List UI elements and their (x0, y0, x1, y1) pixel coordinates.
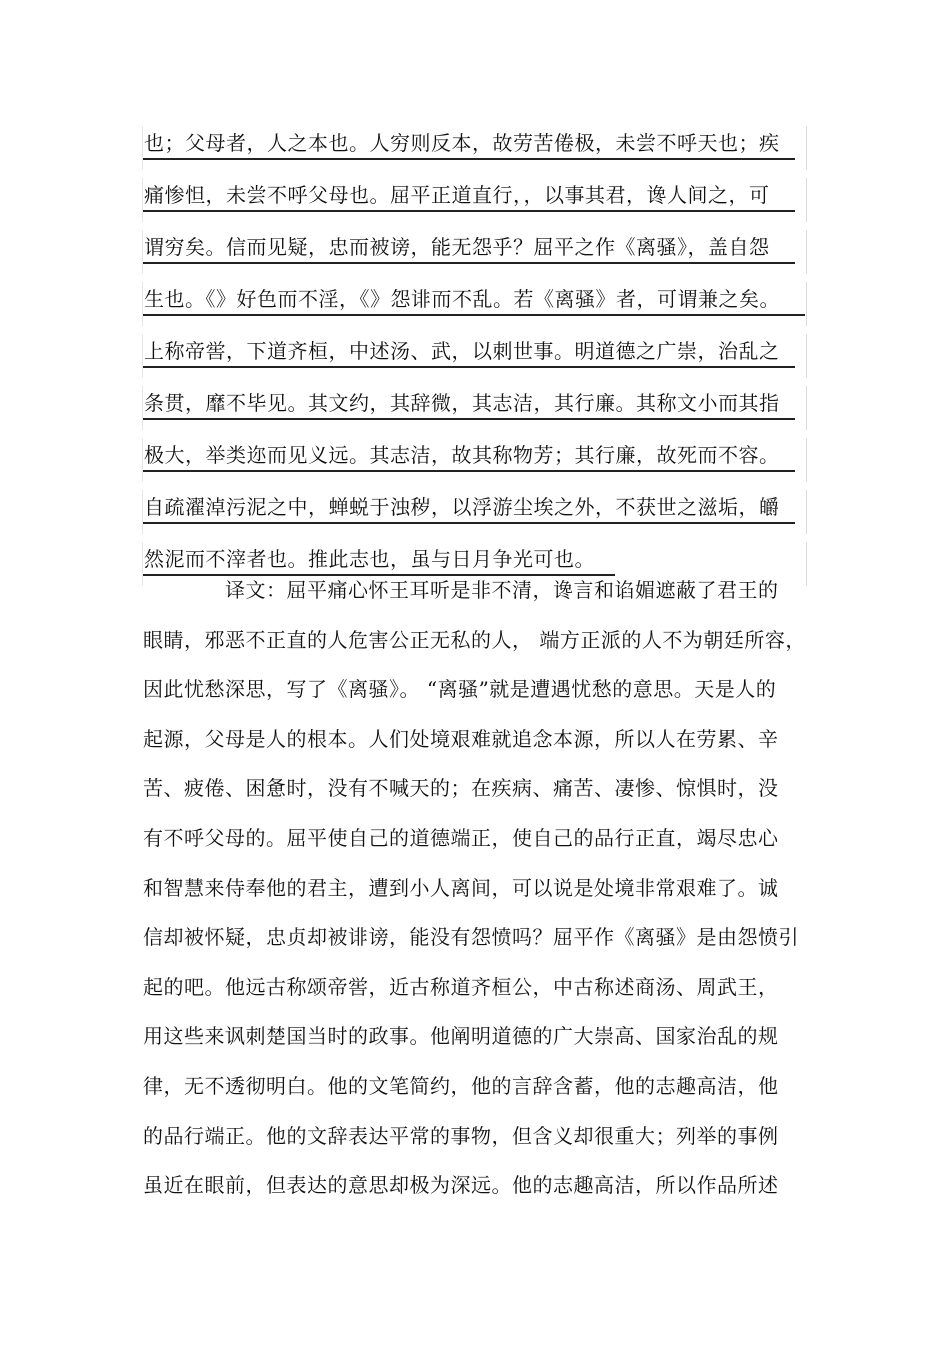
original-line-text: 极大，举类迩而见义远。其志洁，故其称物芳；其行廉，故死而不容。 (144, 443, 780, 467)
translation-line: 译文：屈平痛心怀王耳听是非不清，谗言和谄媚遮蔽了君王的 (225, 578, 779, 602)
line-left-rule (142, 334, 143, 378)
underline (143, 418, 795, 420)
line-right-rule (806, 386, 807, 430)
line-right-rule (806, 178, 807, 222)
line-right-rule (806, 490, 807, 534)
translation-line: 和智慧来侍奉他的君主，遭到小人离间，可以说是处境非常艰难了。诚 (143, 875, 779, 900)
translation-line: 律，无不透彻明白。他的文笔简约，他的言辞含蓄，他的志趣高洁，他 (143, 1073, 779, 1098)
underline (143, 262, 795, 264)
line-left-rule (142, 490, 143, 534)
translation-line: 眼睛，邪恶不正直的人危害公正无私的人， 端方正派的人不为朝廷所容， (143, 627, 806, 652)
line-left-rule (142, 438, 143, 482)
original-line-text: 也；父母者，人之本也。人穷则反本，故劳苦倦极，未尝不呼天也；疾 (144, 131, 780, 155)
line-right-rule (806, 334, 807, 378)
original-text-block (143, 118, 807, 586)
underline (143, 210, 795, 212)
line-right-rule (806, 126, 807, 170)
translation-line: 虽近在眼前，但表达的意思却极为深远。他的志趣高洁，所以作品所述 (143, 1173, 779, 1198)
original-line (143, 430, 807, 482)
line-left-rule (142, 282, 143, 326)
translation-line: 因此忧愁深思，写了《离骚》。 “离骚”就是遭遇忧愁的意思。天是人的 (143, 677, 777, 702)
original-line (143, 118, 807, 170)
original-line-text: 然泥而不滓者也。推此志也，虽与日月争光可也。 (144, 547, 595, 571)
original-line-text: 谓穷矣。信而见疑，忠而被谤，能无怨乎？屈平之作《离骚》，盖自怨 (144, 235, 770, 259)
original-line (143, 170, 807, 222)
translation-text-block (143, 566, 807, 1211)
original-line-text: 生也。《》好色而不淫，《》怨诽而不乱。若《离骚》者，可谓兼之矣。 (144, 287, 780, 311)
underline (143, 366, 795, 368)
line-right-rule (806, 282, 807, 326)
line-left-rule (142, 386, 143, 430)
line-right-rule (806, 438, 807, 482)
underline (143, 470, 795, 472)
original-line-text: 痛惨怛，未尝不呼父母也。屈平正道直行，，以事其君，谗人间之，可 (144, 183, 770, 207)
translation-line: 用这些来讽刺楚国当时的政事。他阐明道德的广大崇高、国家治乱的规 (143, 1024, 779, 1049)
translation-line: 起源，父母是人的根本。人们处境艰难就追念本源，所以人在劳累、辛 (143, 726, 779, 751)
translation-line: 的品行端正。他的文辞表达平常的事物，但含义却很重大；列举的事例 (143, 1123, 779, 1148)
original-line (143, 326, 807, 378)
translation-line: 起的吧。他远古称颂帝喾，近古称道齐桓公，中古称述商汤、周武王， (143, 974, 779, 999)
original-line (143, 378, 807, 430)
line-left-rule (142, 230, 143, 274)
original-line (143, 274, 807, 326)
line-left-rule (142, 126, 143, 170)
original-line-text: 条贯，靡不毕见。其文约，其辞微，其志洁，其行廉。其称文小而其指 (144, 391, 780, 415)
underline (143, 314, 805, 316)
translation-line: 信却被怀疑，忠贞却被诽谤，能没有怨愤吗？屈平作《离骚》是由怨愤引 (143, 925, 799, 950)
line-right-rule (806, 230, 807, 274)
original-line (143, 222, 807, 274)
original-line (143, 482, 807, 534)
line-left-rule (142, 178, 143, 222)
translation-line: 有不呼父母的。屈平使自己的道德端正，使自己的品行正直，竭尽忠心 (143, 825, 779, 850)
underline (143, 158, 795, 160)
original-line-text: 上称帝喾，下道齐桓，中述汤、武，以刺世事。明道德之广崇，治乱之 (144, 339, 780, 363)
original-line-text: 自疏濯淖污泥之中，蝉蜕于浊秽，以浮游尘埃之外，不获世之滋垢，皭 (144, 495, 780, 519)
underline (143, 522, 795, 524)
translation-line: 苦、疲倦、困惫时，没有不喊天的；在疾病、痛苦、凄惨、惊惧时，没 (143, 776, 779, 801)
